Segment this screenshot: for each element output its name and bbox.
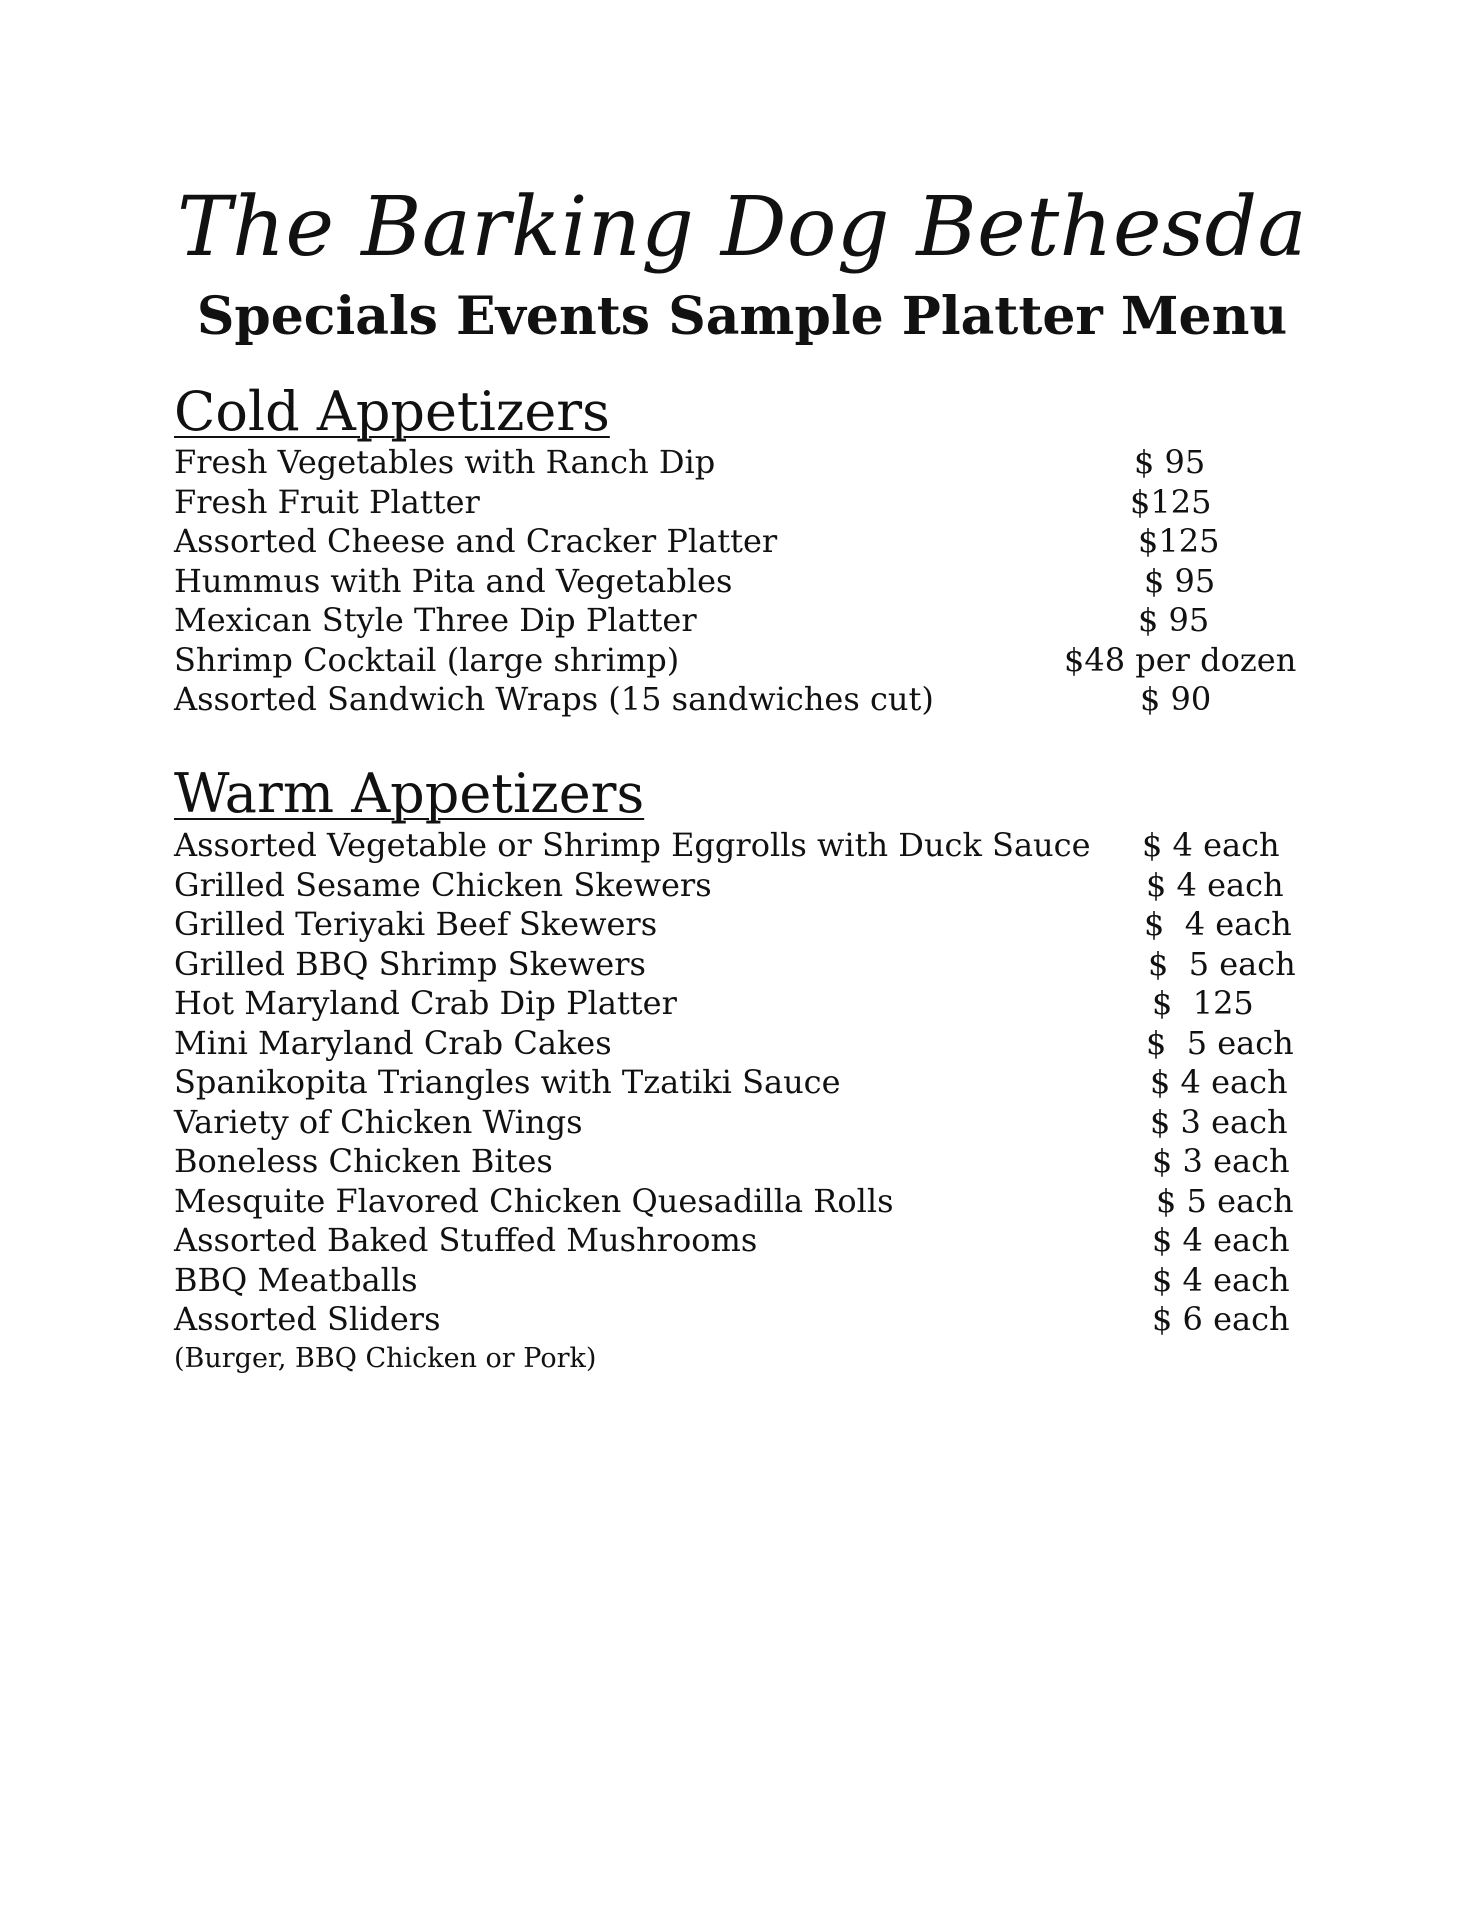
list-item [174, 443, 1334, 483]
list-item [174, 1221, 1334, 1261]
item-price: $ 90 [1140, 680, 1212, 718]
item-name: Assorted Sliders [174, 1300, 441, 1338]
list-item [174, 483, 1334, 523]
item-name: Assorted Sandwich Wraps (15 sandwiches cut) [174, 680, 934, 718]
cold-appetizers-list [174, 443, 1334, 720]
list-item [174, 522, 1334, 562]
list-item [174, 1103, 1334, 1143]
item-name: Hot Maryland Crab Dip Platter [174, 984, 677, 1022]
item-name: Variety of Chicken Wings [174, 1102, 583, 1141]
list-item [174, 905, 1334, 945]
sliders-note: (Burger, BBQ Chicken or Pork) [174, 1343, 597, 1374]
item-price: $ 95 [1138, 601, 1210, 639]
item-name: Boneless Chicken Bites [174, 1142, 553, 1180]
item-name: Assorted Vegetable or Shrimp Eggrolls with Duck Sauce [174, 826, 1091, 864]
item-price: $48 per dozen [1064, 640, 1297, 679]
list-item [174, 1261, 1334, 1301]
warm-appetizers-list [174, 826, 1334, 1340]
item-price: $125 [1130, 482, 1212, 521]
item-price: $ 5 each [1148, 944, 1296, 983]
warm-appetizers-heading: Warm Appetizers [174, 762, 645, 825]
item-price: $ 3 each [1150, 1102, 1288, 1141]
page-title: The Barking Dog Bethesda [177, 180, 1307, 275]
page-subtitle: Specials Events Sample Platter Menu [196, 286, 1288, 347]
item-name: Hummus with Pita and Vegetables [174, 561, 733, 600]
item-price: $ 3 each [1152, 1142, 1290, 1180]
item-price: $ 4 each [1152, 1260, 1290, 1299]
item-price: $ 5 each [1146, 1023, 1294, 1062]
item-name: Grilled Sesame Chicken Skewers [174, 865, 712, 904]
list-item [174, 1063, 1334, 1103]
item-name: Fresh Vegetables with Ranch Dip [174, 443, 716, 481]
item-name: Grilled Teriyaki Beef Skewers [174, 905, 658, 943]
list-item [174, 680, 1334, 720]
item-price: $125 [1138, 522, 1220, 560]
list-item [174, 826, 1334, 866]
list-item [174, 1300, 1334, 1340]
list-item [174, 641, 1334, 681]
list-item [174, 1142, 1334, 1182]
item-name: Spanikopita Triangles with Tzatiki Sauce [174, 1063, 841, 1101]
item-price: $ 4 each [1152, 1221, 1290, 1259]
item-name: Fresh Fruit Platter [174, 482, 480, 521]
list-item [174, 984, 1334, 1024]
list-item [174, 866, 1334, 906]
item-price: $ 95 [1134, 443, 1206, 481]
cold-appetizers-heading: Cold Appetizers [174, 380, 610, 443]
item-price: $ 4 each [1144, 905, 1292, 943]
item-price: $ 125 [1152, 984, 1254, 1022]
item-name: Shrimp Cocktail (large shrimp) [174, 640, 680, 679]
item-price: $ 5 each [1156, 1181, 1294, 1220]
list-item [174, 562, 1334, 602]
item-name: BBQ Meatballs [174, 1260, 418, 1299]
item-name: Grilled BBQ Shrimp Skewers [174, 944, 646, 983]
item-price: $ 95 [1144, 561, 1216, 600]
item-name: Assorted Cheese and Cracker Platter [174, 522, 778, 560]
item-price: $ 4 each [1150, 1063, 1288, 1101]
item-name: Mesquite Flavored Chicken Quesadilla Rolls [174, 1181, 894, 1220]
item-name: Mexican Style Three Dip Platter [174, 601, 697, 639]
item-price: $ 6 each [1152, 1300, 1290, 1338]
item-price: $ 4 each [1142, 826, 1280, 864]
item-name: Mini Maryland Crab Cakes [174, 1023, 612, 1062]
item-price: $ 4 each [1146, 865, 1284, 904]
list-item [174, 601, 1334, 641]
item-name: Assorted Baked Stuffed Mushrooms [174, 1221, 758, 1259]
list-item [174, 945, 1334, 985]
list-item [174, 1182, 1334, 1222]
list-item [174, 1024, 1334, 1064]
